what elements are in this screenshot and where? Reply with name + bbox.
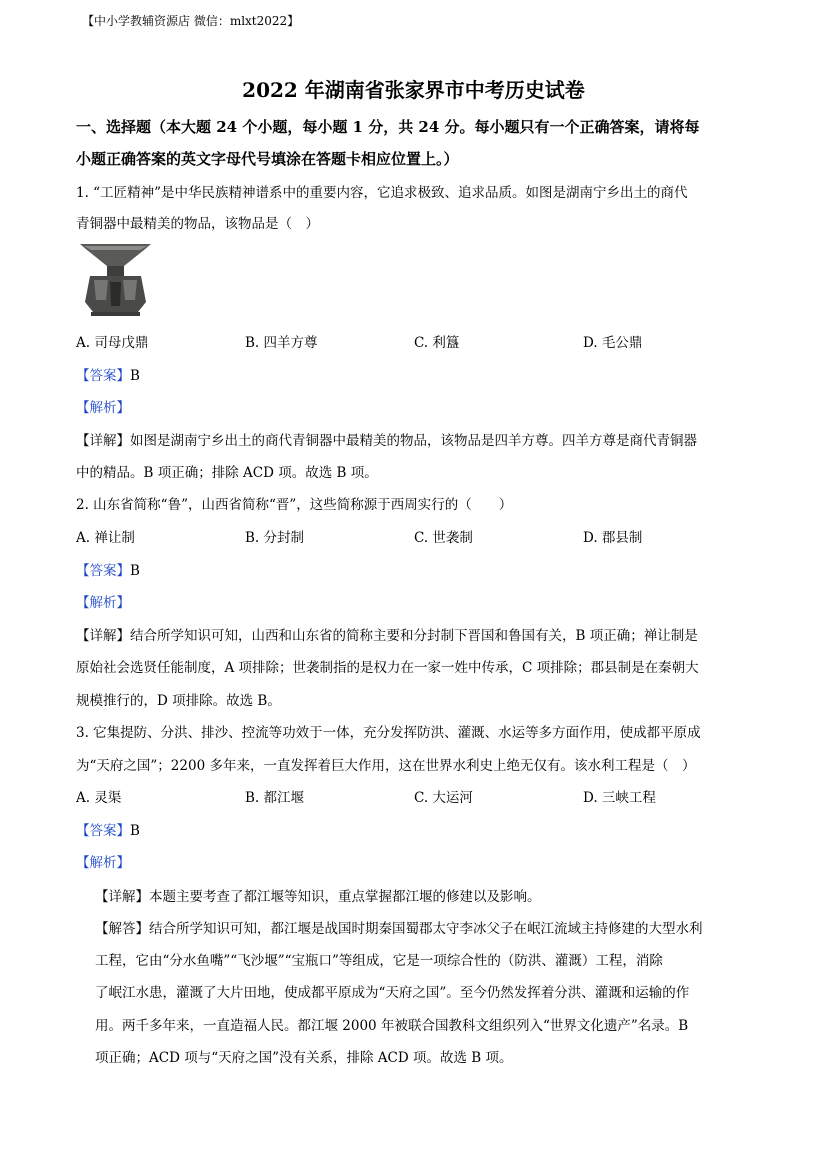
q1-stem-line2: 青铜器中最精美的物品，该物品是（ ）	[76, 216, 319, 232]
detail-tag: 【详解】	[95, 889, 149, 905]
q1-option-c: C. 利簋	[414, 335, 460, 351]
q1-option-a: A. 司母戊鼎	[76, 335, 149, 351]
q1-option-b: B. 四羊方尊	[245, 335, 318, 351]
q3-solution-line4: 用。两千多年来，一直造福人民。都江堰 2000 年被联合国教科文组织列入“世界文化遗产”名录。B	[95, 1018, 689, 1034]
q3-option-d: D. 三峡工程	[583, 790, 656, 806]
q2-detail-line2: 原始社会选贤任能制度，A 项排除；世袭制指的是权力在一家一姓中传承，C 项排除；郡县制是在秦朝大	[76, 660, 699, 676]
answer-tag: 【答案】	[76, 368, 130, 384]
q2-stem-line1: 2. 山东省简称“鲁”，山西省简称“晋”，这些简称源于西周实行的（ ）	[76, 497, 513, 513]
answer-tag: 【答案】	[76, 563, 130, 579]
q3-option-b: B. 都江堰	[245, 790, 305, 806]
q3-stem-line2: 为“天府之国”；2200 多年来，一直发挥着巨大作用，这在世界水利史上绝无仅有。该水利工程是（ ）	[76, 758, 696, 774]
q3-detail	[95, 885, 541, 905]
q2-option-c: C. 世袭制	[414, 530, 473, 546]
solution-tag: 【解答】	[95, 921, 149, 937]
q3-solution-line3: 了岷江水患，灌溉了大片田地，使成都平原成为“天府之国”。至今仍然发挥着分洪、灌溉和运输的作	[95, 985, 690, 1001]
q3-solution-line5: 项正确；ACD 项与“天府之国”没有关系，排除 ACD 项。故选 B 项。	[95, 1050, 513, 1066]
q2-option-b: B. 分封制	[245, 530, 305, 546]
q3-answer-value: B	[130, 823, 140, 839]
section-instruction-line1: 一、选择题（本大题 24 个小题，每小题 1 分，共 24 分。每小题只有一个正确答案，请将每	[76, 118, 700, 136]
q3-analysis-tag	[76, 851, 130, 871]
detail-tag: 【详解】	[76, 628, 130, 644]
q2-answer	[76, 559, 140, 579]
q2-answer-value: B	[130, 563, 140, 579]
q2-analysis-tag	[76, 591, 130, 611]
q3-detail-text: 本题主要考查了都江堰等知识，重点掌握都江堰的修建以及影响。	[149, 889, 541, 905]
q2-detail-text1: 结合所学知识可知，山西和山东省的简称主要和分封制下晋国和鲁国有关，B 项正确；禅让制是	[130, 628, 698, 644]
q3-solution-line2: 工程，它由“分水鱼嘴”“飞沙堰”“宝瓶口”等组成，它是一项综合性的（防洪、灌溉）工程，消除	[95, 953, 663, 969]
analysis-tag: 【解析】	[76, 400, 130, 416]
q3-answer	[76, 819, 140, 839]
page-title: 2022 年湖南省张家界市中考历史试卷	[242, 78, 585, 102]
q1-stem-line1: 1. “工匠精神”是中华民族精神谱系中的重要内容，它追求极致、追求品质。如图是湖南宁乡出土的商代	[76, 185, 688, 201]
q1-answer	[76, 364, 140, 384]
q1-detail-text1: 如图是湖南宁乡出土的商代青铜器中最精美的物品，该物品是四羊方尊。四羊方尊是商代青铜器	[130, 433, 697, 449]
answer-tag: 【答案】	[76, 823, 130, 839]
q3-option-a: A. 灵渠	[76, 790, 122, 806]
q1-answer-value: B	[130, 368, 140, 384]
q3-stem-line1: 3. 它集提防、分洪、排沙、控流等功效于一体，充分发挥防洪、灌溉、水运等多方面作用，使成都平原成	[76, 725, 701, 741]
section-instruction-line2: 小题正确答案的英文字母代号填涂在答题卡相应位置上。）	[76, 150, 459, 168]
q2-detail-line3: 规模推行的，D 项排除。故选 B。	[76, 693, 281, 709]
analysis-tag: 【解析】	[76, 595, 130, 611]
q1-option-d: D. 毛公鼎	[583, 335, 643, 351]
detail-tag: 【详解】	[76, 433, 130, 449]
q3-solution-text1: 结合所学知识可知，都江堰是战国时期秦国蜀郡太守李冰父子在岷江流域主持修建的大型水利	[149, 921, 703, 937]
q2-option-a: A. 禅让制	[76, 530, 135, 546]
header-note: 【中小学教辅资源店 微信：mlxt2022】	[82, 14, 300, 28]
q3-solution-line1	[95, 917, 703, 937]
bronze-vessel-image	[78, 240, 153, 318]
q3-option-c: C. 大运河	[414, 790, 473, 806]
q2-option-d: D. 郡县制	[583, 530, 643, 546]
q1-analysis-tag	[76, 396, 130, 416]
analysis-tag: 【解析】	[76, 855, 130, 871]
q2-detail-line1	[76, 624, 698, 644]
q1-detail-line1	[76, 429, 697, 449]
q1-detail-line2: 中的精品。B 项正确；排除 ACD 项。故选 B 项。	[76, 465, 378, 481]
